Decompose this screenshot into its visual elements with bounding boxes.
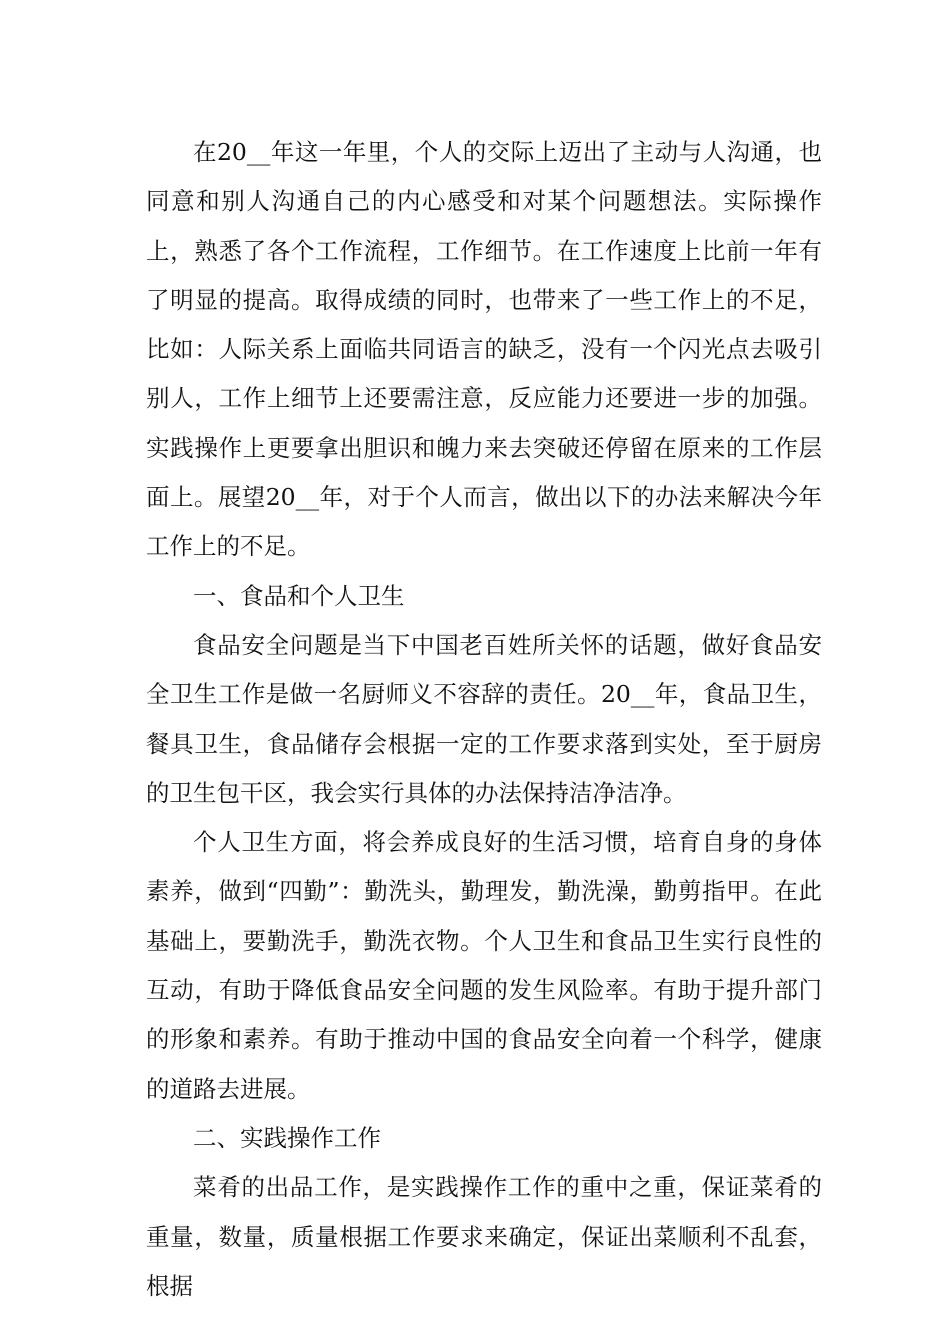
- document-body: [146, 128, 822, 1311]
- paragraph-personal-hygiene: 个人卫生方面，将会养成良好的生活习惯，培育自身的身体素养，做到“四勤”：勤洗头，勤理发，勤洗澡，勤剪指甲。在此基础上，要勤洗手，勤洗衣物。个人卫生和食品卫生实行良性的互动，有助于降低食品安全问题的发生风险率。有助于提升部门的形象和素养。有助于推动中国的食品安全向着一个科学，健康的道路去进展。: [146, 828, 822, 1103]
- paragraph-annual-review: 在20__年这一年里，个人的交际上迈出了主动与人沟通，也同意和别人沟通自己的内心感受和对某个问题想法。实际操作上，熟悉了各个工作流程，工作细节。在工作速度上比前一年有了明显的提高。取得成绩的同时，也带来了一些工作上的不足，比如：人际关系上面临共同语言的缺乏，没有一个闪光点去吸引别人，工作上细节上还要需注意，反应能力还要进一步的加强。实践操作上更要拿出胆识和魄力来去突破还停留在原来的工作层面上。展望20__年，对于个人而言，做出以下的办法来解决今年工作上的不足。: [146, 138, 822, 561]
- section-heading-food-hygiene: 一、食品和个人卫生: [193, 581, 405, 610]
- paragraph-food-safety: 食品安全问题是当下中国老百姓所关怀的话题，做好食品安全卫生工作是做一名厨师义不容辞的责任。20__年，食品卫生，餐具卫生，食品储存会根据一定的工作要求落到实处，至于厨房的卫生包干区，我会实行具体的办法保持洁净洁净。: [146, 630, 822, 807]
- paragraph-dish-output: 菜肴的出品工作，是实践操作工作的重中之重，保证菜肴的重量，数量，质量根据工作要求来确定，保证出菜顺利不乱套，根据: [146, 1173, 822, 1300]
- section-heading-practical-work: 二、实践操作工作: [193, 1123, 381, 1152]
